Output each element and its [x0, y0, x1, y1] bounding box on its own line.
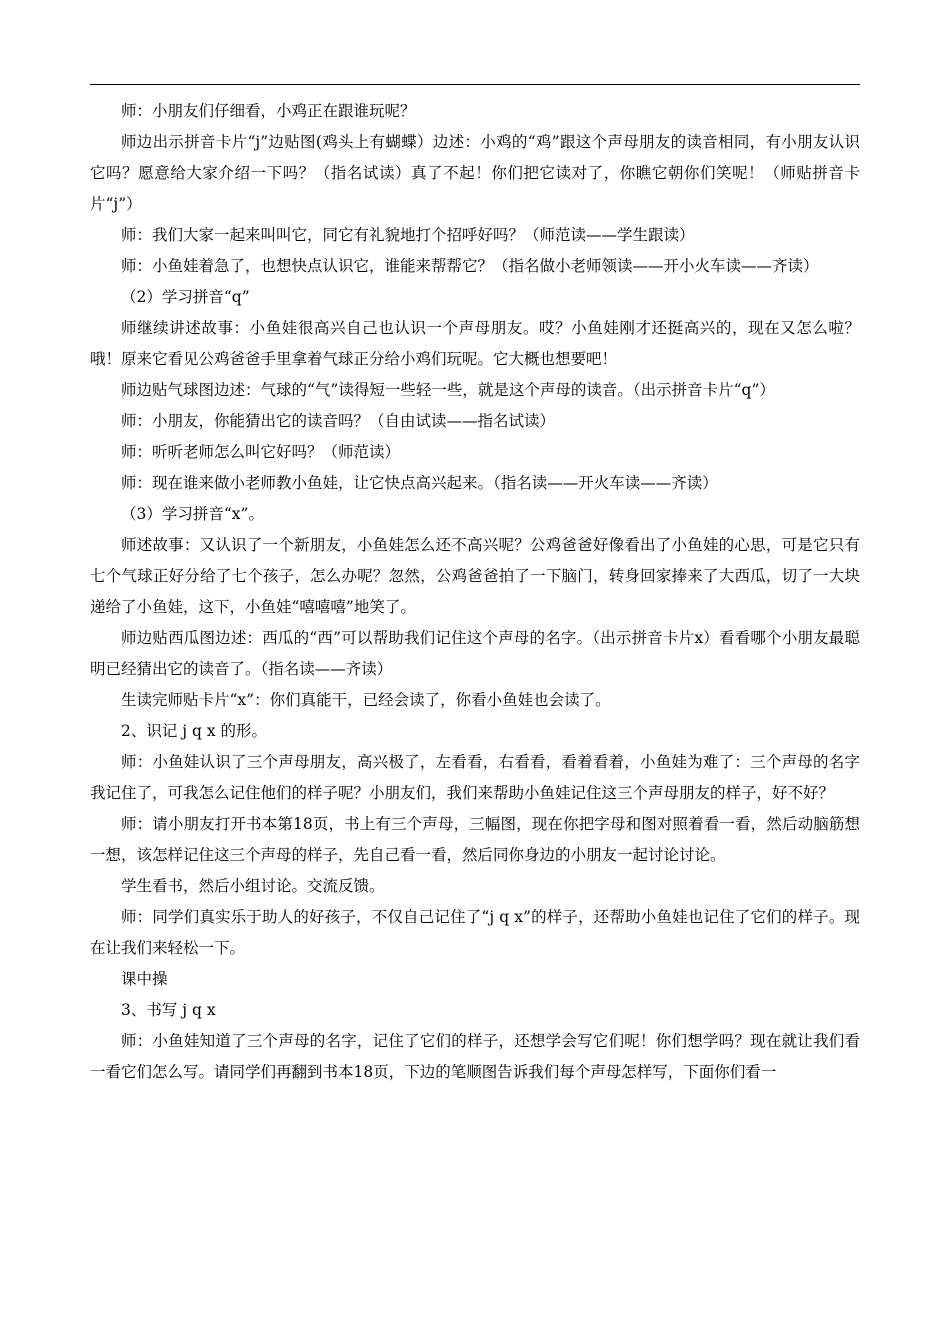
paragraph: 师述故事：又认识了一个新朋友，小鱼娃怎么还不高兴呢？公鸡爸爸好像看出了小鱼娃的心思，可是它只有七个气球正好分给了七个孩子，怎么办呢？忽然，公鸡爸爸拍了一下脑门，转身回家捧来了大西瓜，切了一大块递给了小鱼娃，这下，小鱼娃“嘻嘻嘻”地笑了。	[90, 536, 860, 616]
section-heading: 课中操	[121, 970, 168, 988]
section-heading: （3）学习拼音“x”。	[121, 505, 264, 523]
paragraph: 师：小鱼娃知道了三个声母的名字，记住了它们的样子，还想学会写它们呢！你们想学吗？现在就让我们看一看它们怎么写。请同学们再翻到书本18页，下边的笔顺图告诉我们每个声母怎样写，下面你们看一	[90, 1032, 860, 1081]
paragraph: 师边贴气球图边述：气球的“气”读得短一些轻一些，就是这个声母的读音。（出示拼音卡片“q”）	[121, 381, 775, 399]
paragraph: 师：我们大家一起来叫叫它，同它有礼貌地打个招呼好吗？（师范读——学生跟读）	[121, 226, 695, 244]
header-rule	[90, 84, 860, 85]
paragraph: 师：小鱼娃着急了，也想快点认识它，谁能来帮帮它？（指名做小老师领读——开小火车读——齐读）	[121, 257, 819, 275]
paragraph: 师：小鱼娃认识了三个声母朋友，高兴极了，左看看，右看看，看着看着，小鱼娃为难了：三个声母的名字我记住了，可我怎么记住他们的样子呢？小朋友们，我们来帮助小鱼娃记住这三个声母朋友的样子，好不好？	[90, 753, 860, 802]
section-heading: 3、书写 j q x	[121, 1001, 216, 1019]
section-heading: 2、识记 j q x 的形。	[121, 722, 268, 740]
paragraph: 师边贴西瓜图边述：西瓜的“西”可以帮助我们记住这个声母的名字。（出示拼音卡片x）看看哪个小朋友最聪明已经猜出它的读音了。（指名读——齐读）	[90, 629, 860, 678]
paragraph: 师：小朋友们仔细看，小鸡正在跟谁玩呢？	[121, 102, 416, 120]
paragraph: 师：小朋友，你能猜出它的读音吗？（自由试读——指名试读）	[121, 412, 556, 430]
paragraph: 师：听听老师怎么叫它好吗？（师范读）	[121, 443, 401, 461]
paragraph: 师：同学们真实乐于助人的好孩子，不仅自己记住了“j q x”的样子，还帮助小鱼娃也记住了它们的样子。现在让我们来轻松一下。	[90, 908, 860, 957]
section-heading: （2）学习拼音“q”	[121, 288, 250, 306]
paragraph: 师继续讲述故事：小鱼娃很高兴自己也认识一个声母朋友。哎？小鱼娃刚才还挺高兴的，现在又怎么啦？哦！原来它看见公鸡爸爸手里拿着气球正分给小鸡们玩呢。它大概也想要吧！	[90, 319, 860, 368]
document-body	[90, 96, 860, 1088]
paragraph: 师：请小朋友打开书本第18页，书上有三个声母，三幅图，现在你把字母和图对照着看一看，然后动脑筋想一想，该怎样记住这三个声母的样子，先自己看一看，然后同你身边的小朋友一起讨论讨论。	[90, 815, 860, 864]
paragraph: 师边出示拼音卡片“j”边贴图(鸡头上有蝴蝶）边述：小鸡的“鸡”跟这个声母朋友的读音相同，有小朋友认识它吗？愿意给大家介绍一下吗？（指名试读）真了不起！你们把它读对了，你瞧它朝你们笑呢！（师贴拼音卡片“j”）	[90, 133, 860, 213]
paragraph: 生读完师贴卡片“x”：你们真能干，已经会读了，你看小鱼娃也会读了。	[121, 691, 611, 709]
paragraph: 师：现在谁来做小老师教小鱼娃，让它快点高兴起来。（指名读——开火车读——齐读）	[121, 474, 718, 492]
paragraph: 学生看书，然后小组讨论。交流反馈。	[121, 877, 385, 895]
